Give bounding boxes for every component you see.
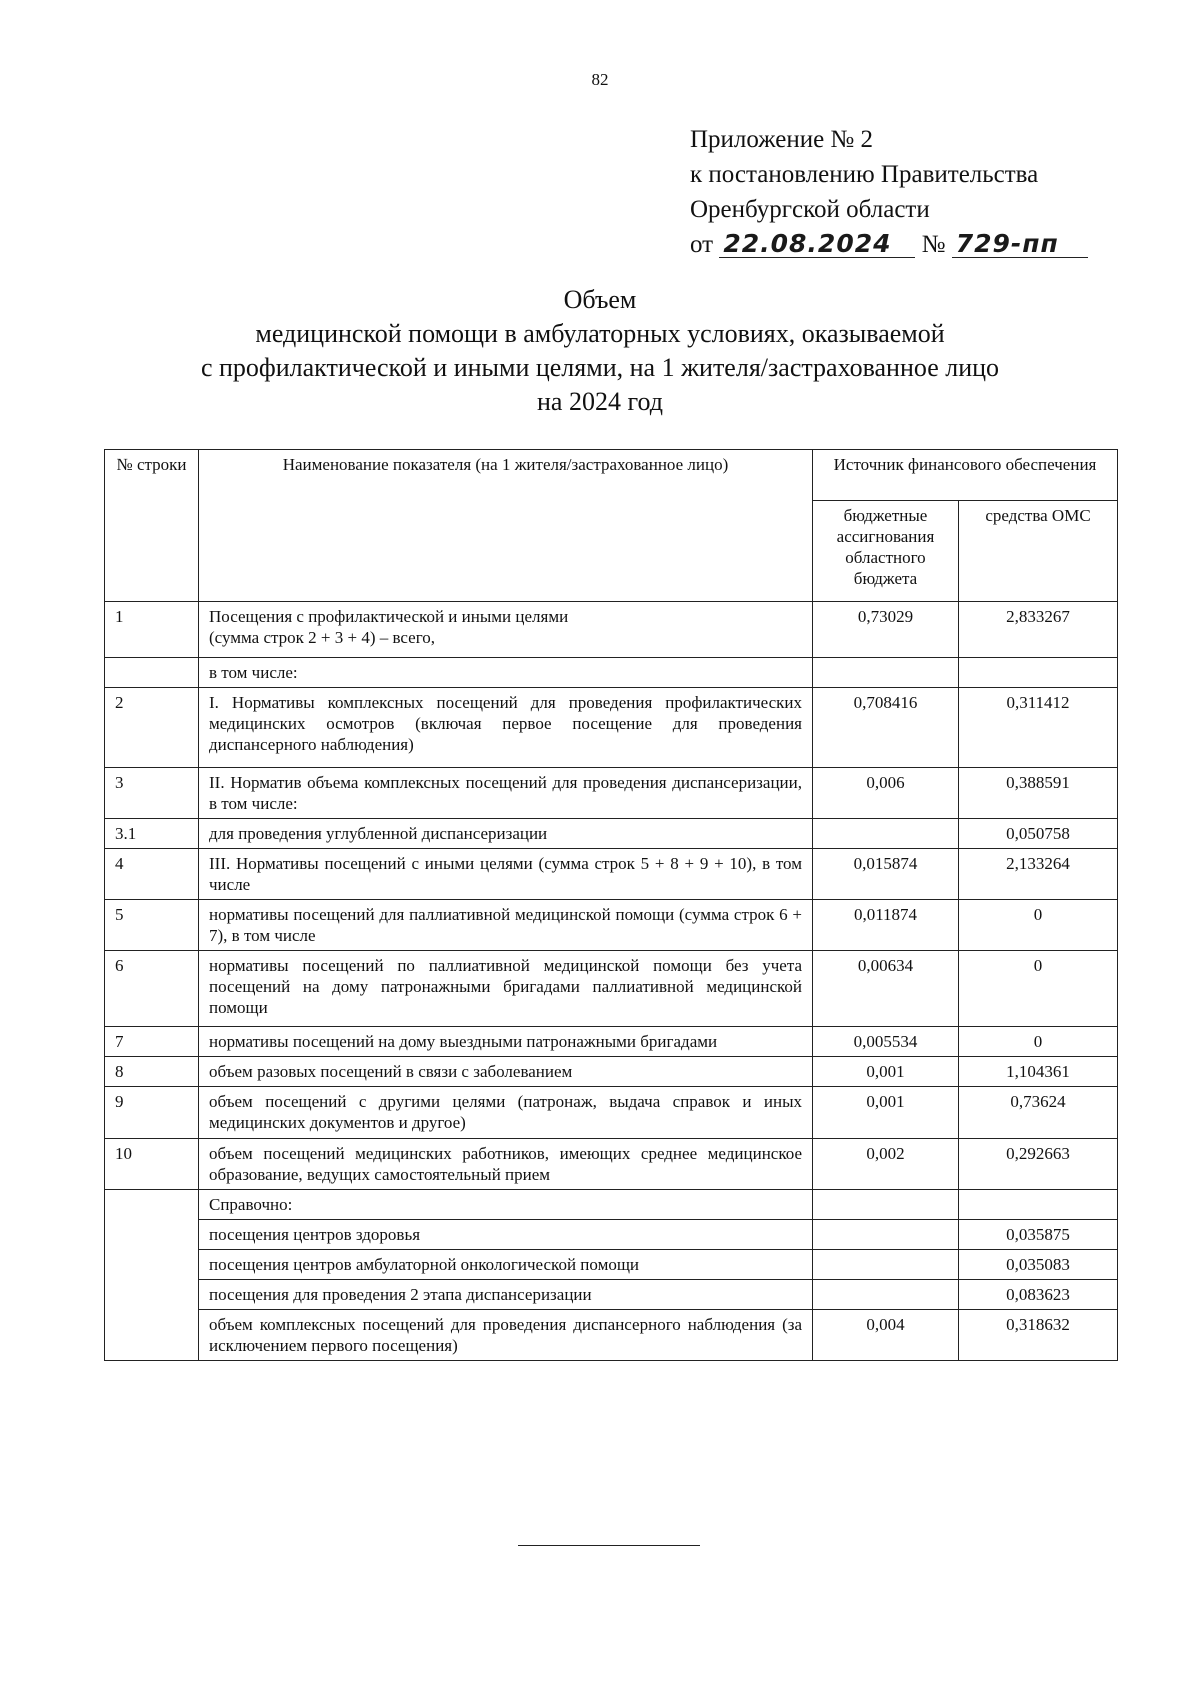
reference-oms-cell: 0,035875 — [959, 1220, 1118, 1250]
reference-oms-cell: 0,083623 — [959, 1280, 1118, 1310]
table-row — [105, 849, 1118, 900]
reference-number-cell — [105, 1190, 199, 1361]
reference-budget-cell — [813, 1220, 959, 1250]
title-line-3: с профилактической и иными целями, на 1 жителя/застрахованное лицо — [200, 353, 1000, 382]
table-row — [105, 658, 1118, 688]
appendix-date-number-line — [690, 227, 1088, 262]
oms-value-cell: 0,311412 — [959, 688, 1118, 768]
budget-value-cell: 0,708416 — [813, 688, 959, 768]
reference-budget-cell — [813, 1190, 959, 1220]
header-oms: средства ОМС — [959, 501, 1118, 602]
row-number-cell: 9 — [105, 1087, 199, 1139]
budget-value-cell: 0,002 — [813, 1139, 959, 1190]
table-row — [105, 1087, 1118, 1139]
table-header-row — [105, 450, 1118, 501]
indicator-cell: нормативы посещений на дому выездными патронажными бригадами — [199, 1027, 813, 1057]
handwritten-number: 729-пп — [952, 231, 1088, 258]
handwritten-date: 22.08.2024 — [719, 231, 915, 258]
row-number-cell: 7 — [105, 1027, 199, 1057]
row-number-cell: 2 — [105, 688, 199, 768]
reference-budget-cell — [813, 1250, 959, 1280]
reference-row — [105, 1190, 1118, 1220]
budget-value-cell: 0,00634 — [813, 951, 959, 1027]
table-row — [105, 688, 1118, 768]
title-line-4: на 2024 год — [537, 387, 663, 416]
reference-indicator-cell: посещения для проведения 2 этапа диспансеризации — [199, 1280, 813, 1310]
budget-value-cell: 0,73029 — [813, 602, 959, 658]
header-funding-source: Источник финансового обеспечения — [813, 450, 1118, 501]
appendix-decree-line: к постановлению Правительства — [690, 161, 1039, 188]
reference-row — [105, 1310, 1118, 1361]
header-budget: бюджетные ассигнования областного бюджета — [813, 501, 959, 602]
budget-value-cell: 0,011874 — [813, 900, 959, 951]
oms-value-cell: 0,292663 — [959, 1139, 1118, 1190]
oms-value-cell: 2,833267 — [959, 602, 1118, 658]
budget-value-cell — [813, 658, 959, 688]
oms-value-cell: 2,133264 — [959, 849, 1118, 900]
document-title — [0, 283, 1200, 419]
footer-divider — [518, 1545, 700, 1546]
row-number-cell: 10 — [105, 1139, 199, 1190]
oms-value-cell: 0,388591 — [959, 768, 1118, 819]
date-prefix: от — [690, 231, 714, 258]
indicator-cell: III. Нормативы посещений с иными целями (сумма строк 5 + 8 + 9 + 10), в том числе — [199, 849, 813, 900]
table-row — [105, 819, 1118, 849]
reference-oms-cell: 0,318632 — [959, 1310, 1118, 1361]
budget-value-cell: 0,001 — [813, 1087, 959, 1139]
budget-value-cell: 0,015874 — [813, 849, 959, 900]
budget-value-cell: 0,005534 — [813, 1027, 959, 1057]
header-row-number: № строки — [105, 450, 199, 602]
reference-indicator-cell: посещения центров здоровья — [199, 1220, 813, 1250]
oms-value-cell: 0,050758 — [959, 819, 1118, 849]
budget-value-cell: 0,006 — [813, 768, 959, 819]
table-row — [105, 1027, 1118, 1057]
appendix-title: Приложение № 2 — [690, 126, 874, 153]
header-indicator: Наименование показателя (на 1 жителя/застрахованное лицо) — [199, 450, 813, 602]
table-row — [105, 1139, 1118, 1190]
reference-budget-cell: 0,004 — [813, 1310, 959, 1361]
page-number: 82 — [591, 70, 609, 89]
indicator-cell: объем посещений медицинских работников, имеющих среднее медицинское образование, ведущих самостоятельный прием — [199, 1139, 813, 1190]
reference-indicator-cell: объем комплексных посещений для проведения диспансерного наблюдения (за исключением первого посещения) — [199, 1310, 813, 1361]
row-number-cell: 3 — [105, 768, 199, 819]
reference-oms-cell: 0,035083 — [959, 1250, 1118, 1280]
table-row — [105, 768, 1118, 819]
row-number-cell — [105, 658, 199, 688]
indicator-cell: II. Норматив объема комплексных посещений для проведения диспансеризации, в том числе: — [199, 768, 813, 819]
reference-row — [105, 1250, 1118, 1280]
number-prefix: № — [921, 231, 946, 258]
indicator-cell: объем разовых посещений в связи с заболеванием — [199, 1057, 813, 1087]
row-number-cell: 4 — [105, 849, 199, 900]
oms-value-cell: 0 — [959, 900, 1118, 951]
oms-value-cell: 0 — [959, 951, 1118, 1027]
oms-value-cell: 0,73624 — [959, 1087, 1118, 1139]
reference-row — [105, 1280, 1118, 1310]
reference-oms-cell — [959, 1190, 1118, 1220]
table-row — [105, 602, 1118, 658]
row-number-cell: 1 — [105, 602, 199, 658]
row-number-cell: 8 — [105, 1057, 199, 1087]
row-number-cell: 6 — [105, 951, 199, 1027]
indicator-cell: для проведения углубленной диспансеризации — [199, 819, 813, 849]
row-number-cell: 3.1 — [105, 819, 199, 849]
volume-table — [104, 449, 1118, 1361]
table-row — [105, 1057, 1118, 1087]
indicator-cell: I. Нормативы комплексных посещений для проведения профилактических медицинских осмотров (включая первое посещение для проведения диспансерного наблюдения) — [199, 688, 813, 768]
table-row — [105, 900, 1118, 951]
oms-value-cell: 0 — [959, 1027, 1118, 1057]
budget-value-cell — [813, 819, 959, 849]
title-line-1: Объем — [563, 285, 637, 314]
title-line-2: медицинской помощи в амбулаторных условиях, оказываемой — [255, 319, 945, 348]
indicator-cell: нормативы посещений для паллиативной медицинской помощи (сумма строк 6 + 7), в том числе — [199, 900, 813, 951]
appendix-region-line: Оренбургской области — [690, 196, 930, 223]
reference-budget-cell — [813, 1280, 959, 1310]
reference-row — [105, 1220, 1118, 1250]
table-row — [105, 951, 1118, 1027]
indicator-cell: Посещения с профилактической и иными целями (сумма строк 2 + 3 + 4) – всего, — [199, 602, 813, 658]
oms-value-cell — [959, 658, 1118, 688]
reference-indicator-cell: посещения центров амбулаторной онкологической помощи — [199, 1250, 813, 1280]
appendix-block — [690, 122, 1088, 262]
indicator-cell: в том числе: — [199, 658, 813, 688]
reference-indicator-cell: Справочно: — [199, 1190, 813, 1220]
budget-value-cell: 0,001 — [813, 1057, 959, 1087]
oms-value-cell: 1,104361 — [959, 1057, 1118, 1087]
indicator-cell: объем посещений с другими целями (патронаж, выдача справок и иных медицинских документов и другое) — [199, 1087, 813, 1139]
indicator-cell: нормативы посещений по паллиативной медицинской помощи без учета посещений на дому патронажными бригадами паллиативной медицинской помощи — [199, 951, 813, 1027]
row-number-cell: 5 — [105, 900, 199, 951]
